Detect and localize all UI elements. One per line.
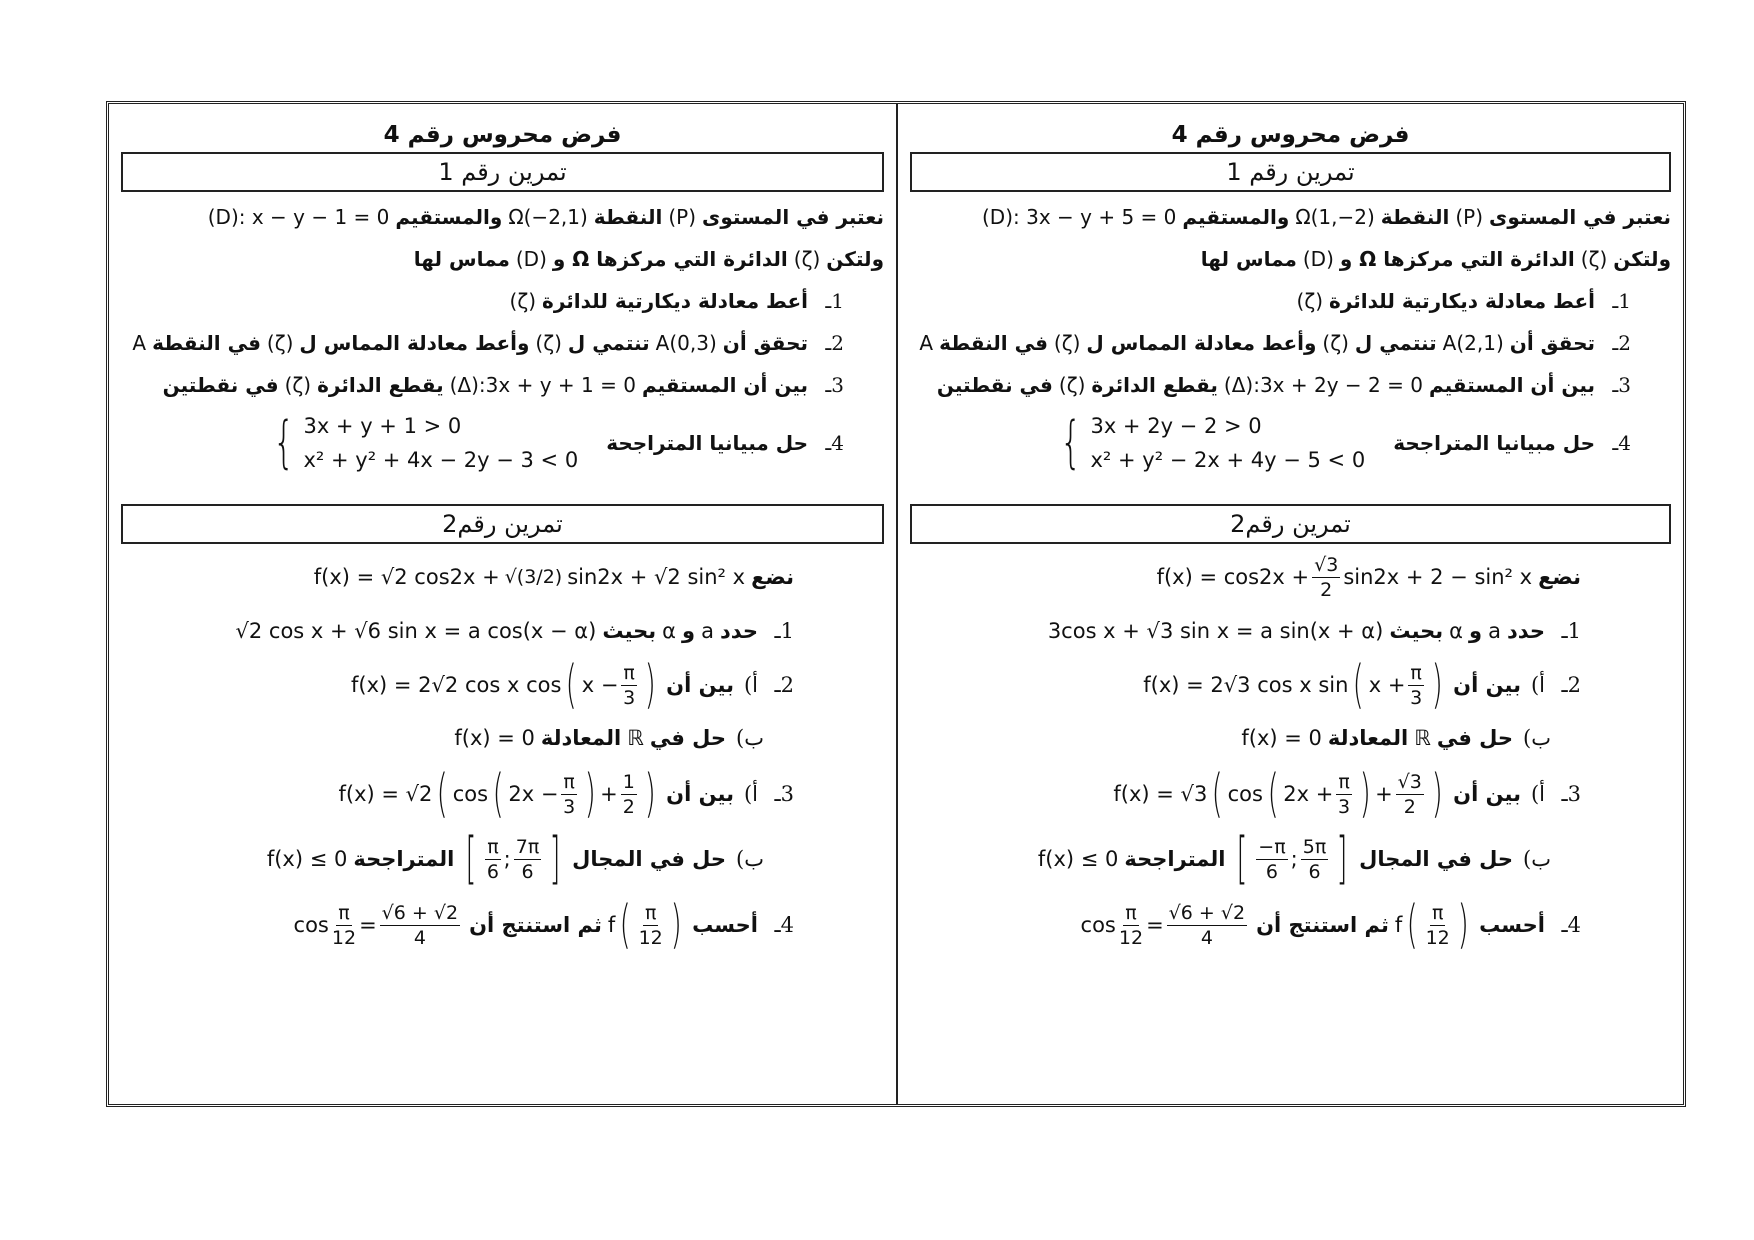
bracket-close: ] [549,826,561,891]
q3-number: 3ـ [825,373,844,397]
version-a-content [898,104,1683,958]
cos-arg-num: π [338,901,350,924]
e2q1-alpha: α [1449,619,1464,643]
paren-open: ( [1352,655,1365,715]
exam-title: فرض محروس رقم 4 [383,122,622,148]
e2q2-fraction [1408,661,1423,710]
q2-text-3: وأعط معادلة المماس ل [1086,331,1317,355]
e2q2-formula [1143,655,1447,715]
ex2-q1 [910,606,1671,656]
f-lhs: f(x) = cos2x + [1156,565,1310,589]
paren-close: ) [1457,895,1469,955]
exam-sheet [106,101,1686,1107]
ex1-q3 [121,364,884,406]
let-text: ولتكن [1613,247,1671,271]
e2q3-frac2-num: 1 [622,770,635,793]
e2q3-cos: cos [1227,782,1263,806]
paren-open-inner: ( [492,764,504,824]
e2q3-cos: cos [452,782,489,806]
f-frac-num: √3 [1314,553,1339,576]
e2q3-sub: أ) [743,782,758,806]
paren-close-outer: ) [644,764,656,824]
interval-lower [1256,835,1287,884]
paren-close: ) [670,895,682,955]
q2-point-a: A [132,331,147,355]
q3-circle: (ζ) [1058,373,1086,397]
q2-text-4: في النقطة [152,331,261,355]
pi-over-12 [639,901,663,950]
point-word: النقطة [593,205,663,229]
e2q3-frac2-den: 2 [622,795,635,818]
q3-text-1: بين أن المستقيم [641,373,808,397]
intro-text: نعتبر في المستوى [1489,205,1671,229]
ex1-let [121,238,884,280]
bracket-close: ] [1336,826,1348,891]
q3-equation: (Δ):3x + 2y − 2 = 0 [1223,373,1423,397]
circle-label: (ζ) [1580,247,1608,271]
q2-circle-1: (ζ) [535,331,562,355]
ex1-q2 [121,322,884,364]
cos-pi12-formula [1081,901,1251,950]
q1-circle: (ζ) [509,289,537,313]
intro-text: نعتبر في المستوى [702,205,884,229]
q1-number: 1ـ [825,289,844,313]
cos-value-den: 4 [1200,926,1213,949]
q1-text: أعط معادلة ديكارتية للدائرة [1329,289,1595,313]
e2q3-text: بين أن [666,782,734,806]
equals-sign: = [1146,913,1164,937]
pi12-den: 12 [638,926,663,949]
e2q2-sub: أ) [1530,673,1545,697]
paren-open: ( [1406,895,1419,955]
system-row-2: x² + y² + 4x − 2y − 3 < 0 [303,448,579,472]
ex1-intro [910,196,1671,238]
f-symbol: f [607,913,616,937]
q3-text-2: يقطع الدائرة [317,373,444,397]
ex2-q3a [121,762,884,826]
pi12-den: 12 [1425,926,1450,949]
e2q2b-equation: f(x) = 0 [1241,726,1322,750]
e2q1-a: a [701,619,714,643]
ex2-q2b [910,714,1671,762]
paren-open-outer: ( [1211,764,1224,824]
let-rest-2: مماس لها [1200,247,1297,271]
q4-text: حل مبيانيا المتراجحة [1393,431,1595,455]
e2q3-lhs: f(x) = √3 [1113,782,1208,806]
cos-arg [1119,901,1143,950]
interval [460,826,566,891]
q2-circle-1: (ζ) [1322,331,1349,355]
inequality-system [1053,409,1365,477]
paren-open: ( [565,655,578,715]
e2q2b-equation: f(x) = 0 [454,726,535,750]
ex2-q3a [910,762,1671,826]
q3-circle: (ζ) [284,373,312,397]
e2q3b-sub: ب) [1523,847,1551,871]
e2q3-frac1-num: π [563,770,575,793]
q3-text-3: في نقطتين [162,373,279,397]
q2-point: A(2,1) [1442,331,1504,355]
e2q2-frac-num: π [623,661,635,684]
e2q1-a: a [1488,619,1501,643]
interval-lower-den: 6 [1265,860,1279,883]
interval-lower-den: 6 [486,860,499,883]
e2q4-text-1: أحسب [1479,913,1545,937]
cos-value-num: √6 + √2 [381,901,459,924]
interval-upper [1301,835,1329,884]
interval-separator: ; [503,847,511,871]
q2-text-2: تنتمي ل [1354,331,1437,355]
e2q3-frac1-num: π [1338,770,1350,793]
e2q1-text-2: بحيث [1389,619,1444,643]
interval-lower-num: −π [1258,835,1286,858]
e2q2-number: 2ـ [1561,673,1581,697]
e2q3-plus: + [600,782,618,806]
e2q3-sub: أ) [1530,782,1545,806]
e2q1-and: و [682,619,696,643]
cos-arg-num: π [1125,901,1137,924]
e2q2b-text-2: المعادلة [1327,726,1409,750]
exercise-1-header: تمرين رقم 1 [121,152,884,192]
ex2-q2a [121,656,884,714]
let-word: نضع [1538,565,1581,589]
interval-upper-den: 6 [521,860,534,883]
cos-arg-den: 12 [331,926,357,949]
exercise-2-header: تمرين رقم2 [121,504,884,544]
e2q3-formula [338,764,661,824]
f-definition [1157,553,1533,602]
e2q3-lhs: f(x) = √2 [338,782,433,806]
q2-text-1: تحقق أن [722,331,808,355]
e2q2b-sub: ب) [736,726,764,750]
q3-text-3: في نقطتين [936,373,1053,397]
ex1-q4 [910,406,1671,480]
q1-text: أعط معادلة ديكارتية للدائرة [542,289,808,313]
plane-label: (P) [668,205,697,229]
e2q3b-sub: ب) [736,847,764,871]
line-equation: (D): x − y − 1 = 0 [207,205,390,229]
interval-upper-den: 6 [1308,860,1321,883]
e2q3-formula [1113,764,1447,824]
cos-arg-den: 12 [1118,926,1144,949]
line-equation: (D): 3x − y + 5 = 0 [982,205,1177,229]
e2q2-lhs: f(x) = 2√2 cos x cos [351,673,562,697]
q3-text-1: بين أن المستقيم [1428,373,1595,397]
ex2-q1 [121,606,884,656]
e2q1-text-1: حدد [1506,619,1545,643]
exercise-1-header: تمرين رقم 1 [910,152,1671,192]
line-label: (D) [515,247,547,271]
q2-point-a: A [919,331,934,355]
e2q2-sub: أ) [743,673,758,697]
line-word: والمستقيم [395,205,503,229]
e2q2-frac-den: 3 [623,686,636,709]
e2q1-number: 1ـ [774,619,794,643]
q4-number: 4ـ [1612,431,1631,455]
e2q3b-inequality: f(x) ≤ 0 [266,847,348,871]
f-at-pi12 [1394,895,1473,955]
e2q3-fraction-1 [561,770,576,819]
e2q4-number: 4ـ [774,913,794,937]
e2q3-frac2-num: √3 [1397,770,1422,793]
cos-value-num: √6 + √2 [1168,901,1246,924]
bracket-open: [ [465,826,477,891]
e2q3-inner: 2x + [1283,782,1334,806]
ex2-q4 [910,892,1671,958]
paren-close-inner: ) [584,764,596,824]
cos-word: cos [1080,913,1116,937]
paren-close: ) [1431,655,1443,715]
inequality-system [266,409,578,477]
e2q3-text: بين أن [1453,782,1521,806]
interval-upper-num: 5π [1302,835,1327,858]
ex1-let [910,238,1671,280]
e2q4-number: 4ـ [1561,913,1581,937]
f-fraction [503,565,565,589]
cos-word: cos [293,913,329,937]
ex1-q4 [121,406,884,480]
ex2-q3b [910,826,1671,892]
circle-label: (ζ) [793,247,821,271]
reals-symbol: ℝ [1414,726,1431,750]
interval-lower-num: π [487,835,499,858]
e2q3-number: 3ـ [774,782,794,806]
cos-value-den: 4 [413,926,426,949]
point-word: النقطة [1380,205,1450,229]
e2q3b-text-1: حل في المجال [1359,847,1514,871]
interval-upper-num: 7π [515,835,540,858]
e2q2-fraction [621,661,636,710]
let-text: ولتكن [826,247,884,271]
system-brace: { [1059,410,1082,475]
q2-text-4: في النقطة [939,331,1048,355]
system-row-1: 3x + 2y − 2 > 0 [1090,414,1262,438]
f-frac-num: √(3/2) [504,566,563,588]
omega-point: Ω(1,−2) [1295,205,1375,229]
pi12-num: π [644,901,657,924]
let-rest-1: الدائرة التي مركزها Ω و [552,247,788,271]
paren-open-outer: ( [436,764,449,824]
e2q1-text-2: بحيث [602,619,657,643]
f-fraction [1312,553,1340,602]
ex1-intro [121,196,884,238]
e2q2b-text-1: حل في [649,726,727,750]
f-lhs: f(x) = √2 cos2x + [313,565,500,589]
ex2-q4 [121,892,884,958]
e2q3-frac2-den: 2 [1403,795,1416,818]
exam-title: فرض محروس رقم 4 [1171,122,1410,148]
q2-number: 2ـ [825,331,844,355]
ex2-q2b [121,714,884,762]
q4-number: 4ـ [825,431,844,455]
version-b-column [109,104,896,1104]
pi12-num: π [1431,901,1444,924]
ex1-q1 [910,280,1671,322]
equals-sign: = [359,913,377,937]
e2q2b-sub: ب) [1523,726,1551,750]
interval-upper [514,835,542,884]
ex1-q1 [121,280,884,322]
line-word: والمستقيم [1182,205,1290,229]
interval-separator: ; [1290,847,1298,871]
e2q2-inner: x − [581,673,619,697]
e2q3-fraction-2 [1396,770,1424,819]
pi-over-12 [1426,901,1450,950]
e2q3b-text-2: المتراجحة [353,847,455,871]
cos-value [380,901,460,950]
f-frac-den: 2 [1320,578,1333,601]
ex2-definition [910,548,1671,606]
e2q3b-text-1: حل في المجال [572,847,727,871]
e2q4-text-2: ثم استنتج أن [469,913,602,937]
interval [1231,826,1353,891]
line-label: (D) [1302,247,1334,271]
e2q2-text: بين أن [666,673,734,697]
e2q1-number: 1ـ [1561,619,1581,643]
e2q2b-text-2: المعادلة [540,726,622,750]
let-word: نضع [751,565,794,589]
bracket-open: [ [1236,826,1248,891]
ex2-definition [121,548,884,606]
q2-number: 2ـ [1612,331,1631,355]
omega-point: Ω(−2,1) [508,205,588,229]
e2q3-plus: + [1375,782,1393,806]
let-rest-2: مماس لها [413,247,510,271]
cos-pi12-formula [294,901,464,950]
q1-number: 1ـ [1612,289,1631,313]
system-brace: { [272,410,295,475]
q1-circle: (ζ) [1296,289,1324,313]
paren-close: ) [644,655,656,715]
system-row-2: x² + y² − 2x + 4y − 5 < 0 [1090,448,1366,472]
e2q1-and: و [1469,619,1483,643]
e2q2-frac-den: 3 [1410,686,1423,709]
exercise-2-header: تمرين رقم2 [910,504,1671,544]
paren-close-inner: ) [1359,764,1371,824]
version-a-column [896,104,1683,1104]
e2q2b-text-1: حل في [1436,726,1514,750]
q2-text-1: تحقق أن [1509,331,1595,355]
f-symbol: f [1394,913,1403,937]
e2q4-text-2: ثم استنتج أن [1256,913,1389,937]
cos-arg [332,901,356,950]
ex2-q2a [910,656,1671,714]
q3-number: 3ـ [1612,373,1631,397]
e2q4-text-1: أحسب [692,913,758,937]
q4-text: حل مبيانيا المتراجحة [606,431,808,455]
q3-text-2: يقطع الدائرة [1091,373,1218,397]
e2q1-equation: 3cos x + √3 sin x = a sin(x + α) [1047,619,1384,643]
e2q3-frac1-den: 3 [1337,795,1351,818]
e2q3-number: 3ـ [1561,782,1581,806]
f-rhs: sin2x + 2 − sin² x [1343,565,1533,589]
e2q1-equation: √2 cos x + √6 sin x = a cos(x − α) [235,619,597,643]
f-definition [314,565,745,589]
e2q3-fraction-1 [1336,770,1351,819]
e2q1-text-1: حدد [719,619,758,643]
ex1-q3 [910,364,1671,406]
e2q3b-inequality: f(x) ≤ 0 [1037,847,1119,871]
paren-close-outer: ) [1431,764,1443,824]
q2-text-3: وأعط معادلة المماس ل [299,331,530,355]
q2-text-2: تنتمي ل [567,331,650,355]
system-row-1: 3x + y + 1 > 0 [303,414,462,438]
f-at-pi12 [607,895,686,955]
let-rest-1: الدائرة التي مركزها Ω و [1339,247,1575,271]
e2q3b-text-2: المتراجحة [1124,847,1226,871]
ex1-q2 [910,322,1671,364]
e2q2-text: بين أن [1453,673,1521,697]
e2q2-formula [351,655,660,715]
f-rhs: sin2x + √2 sin² x [567,565,746,589]
e2q3-fraction-2 [621,770,637,819]
paren-open-inner: ( [1267,764,1279,824]
version-b-content [109,104,896,958]
ex2-q3b [121,826,884,892]
q3-equation: (Δ):3x + y + 1 = 0 [449,373,636,397]
q2-circle-2: (ζ) [266,331,294,355]
e2q2-number: 2ـ [774,673,794,697]
q2-circle-2: (ζ) [1053,331,1081,355]
cos-value [1167,901,1247,950]
e2q3-frac1-den: 3 [563,795,576,818]
plane-label: (P) [1455,205,1484,229]
q2-point: A(0,3) [655,331,717,355]
e2q3-inner: 2x − [508,782,559,806]
reals-symbol: ℝ [627,726,644,750]
e2q2-inner: x + [1368,673,1406,697]
paren-open: ( [619,895,632,955]
e2q1-alpha: α [662,619,677,643]
e2q2-frac-num: π [1410,661,1422,684]
interval-lower [485,835,500,884]
e2q2-lhs: f(x) = 2√3 cos x sin [1143,673,1349,697]
